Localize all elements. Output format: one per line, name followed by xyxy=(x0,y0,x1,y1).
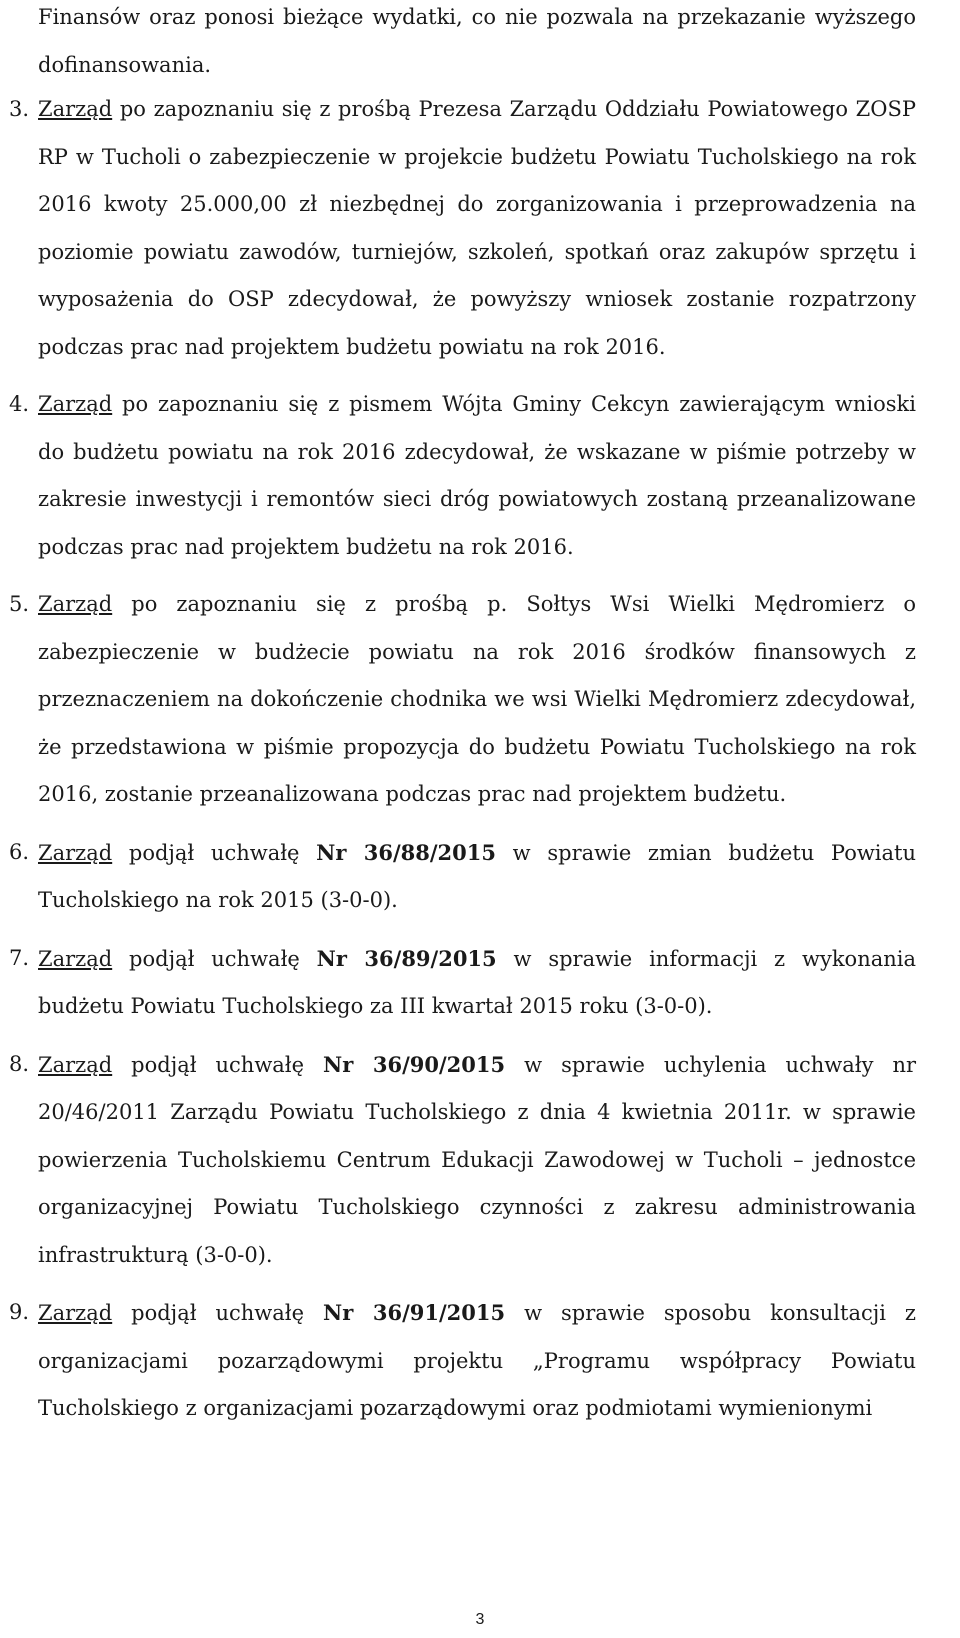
list-item xyxy=(0,86,916,371)
item-number: 7. xyxy=(9,945,30,970)
board-word: Zarząd xyxy=(38,1301,113,1325)
item-pre: podjął uchwałę xyxy=(112,840,317,865)
item-number: 5. xyxy=(9,592,30,616)
list-item xyxy=(0,1289,916,1433)
item-text xyxy=(38,829,916,925)
item-number: 4. xyxy=(9,392,30,416)
item-number: 8. xyxy=(9,1051,30,1076)
item-body: po zapoznaniu się z pismem Wójta Gminy Cekcyn zawierającym wnioski do budżetu powiatu na rok 2016 zdecydował, że wskazane w piśmie potrzeby w zakresie inwestycji i remontów sieci dróg powiatowych zostaną przeanalizowane podczas prac nad projektem budżetu na rok 2016. xyxy=(38,392,916,559)
board-word: Zarząd xyxy=(38,946,113,971)
resolution-number: Nr 36/91/2015 xyxy=(323,1300,506,1325)
board-word: Zarząd xyxy=(38,97,113,121)
intro-paragraph: Finansów oraz ponosi bieżące wydatki, co nie pozwala na przekazanie wyższego dofinansowania. xyxy=(38,5,916,77)
item-body: w sprawie uchylenia uchwały nr 20/46/2011 Zarządu Powiatu Tucholskiego z dnia 4 kwietnia 2011r. w sprawie powierzenia Tucholskiemu Centrum Edukacji Zawodowej w Tucholi – jednostce organizacyjnej Powiatu Tucholskiego czynności z zakresu administrowania infrastrukturą (3-0-0). xyxy=(38,1052,917,1267)
resolution-number: Nr 36/88/2015 xyxy=(316,839,496,865)
item-number: 6. xyxy=(9,839,30,864)
resolution-list xyxy=(0,86,960,1433)
item-text xyxy=(38,1041,916,1280)
item-pre: podjął uchwałę xyxy=(112,946,317,971)
item-body: w sprawie sposobu konsultacji z organizacjami pozarządowymi projektu „Programu współpracy Powiatu Tucholskiego z organizacjami pozarządowymi oraz podmiotami wymienionymi xyxy=(38,1301,916,1420)
list-item xyxy=(0,1041,916,1280)
item-body: w sprawie informacji z wykonania budżetu Powiatu Tucholskiego za III kwartał 2015 roku (3-0-0). xyxy=(38,946,916,1018)
resolution-number: Nr 36/89/2015 xyxy=(316,945,497,971)
board-word: Zarząd xyxy=(38,840,113,865)
list-item xyxy=(0,829,916,925)
item-pre: podjął uchwałę xyxy=(112,1301,323,1325)
page-number: 3 xyxy=(475,1611,485,1628)
item-pre: podjął uchwałę xyxy=(112,1052,324,1077)
board-word: Zarząd xyxy=(38,1052,113,1077)
board-word: Zarząd xyxy=(38,392,113,416)
resolution-number: Nr 36/90/2015 xyxy=(323,1051,506,1077)
list-item xyxy=(0,581,916,819)
item-text xyxy=(38,381,916,571)
item-number: 9. xyxy=(9,1300,30,1324)
item-body: po zapoznaniu się z prośbą Prezesa Zarządu Oddziału Powiatowego ZOSP RP w Tucholi o zabezpieczenie w projekcie budżetu Powiatu Tucholskiego na rok 2016 kwoty 25.000,00 zł niezbędnej do zorganizowania i przeprowadzenia na poziomie powiatu zawodów, turniejów, szkoleń, spotkań oraz zakupów sprzętu i wyposażenia do OSP zdecydował, że powyższy wniosek zostanie rozpatrzony podczas prac nad projektem budżetu powiatu na rok 2016. xyxy=(38,97,916,359)
board-word: Zarząd xyxy=(38,592,113,616)
item-number: 3. xyxy=(9,97,30,121)
item-text xyxy=(38,581,916,819)
item-body: w sprawie zmian budżetu Powiatu Tucholskiego na rok 2015 (3-0-0). xyxy=(38,840,917,912)
item-body: po zapoznaniu się z prośbą p. Sołtys Wsi Wielki Mędromierz o zabezpieczenie w budżecie powiatu na rok 2016 środków finansowych z przeznaczeniem na dokończenie chodnika we wsi Wielki Mędromierz zdecydował, że przedstawiona w piśmie propozycja do budżetu Powiatu Tucholskiego na rok 2016, zostanie przeanalizowana podczas prac nad projektem budżetu. xyxy=(38,592,916,806)
item-text xyxy=(38,935,916,1031)
item-text xyxy=(38,1289,916,1433)
list-item xyxy=(0,935,916,1031)
item-text xyxy=(38,86,916,371)
list-item xyxy=(0,381,916,571)
